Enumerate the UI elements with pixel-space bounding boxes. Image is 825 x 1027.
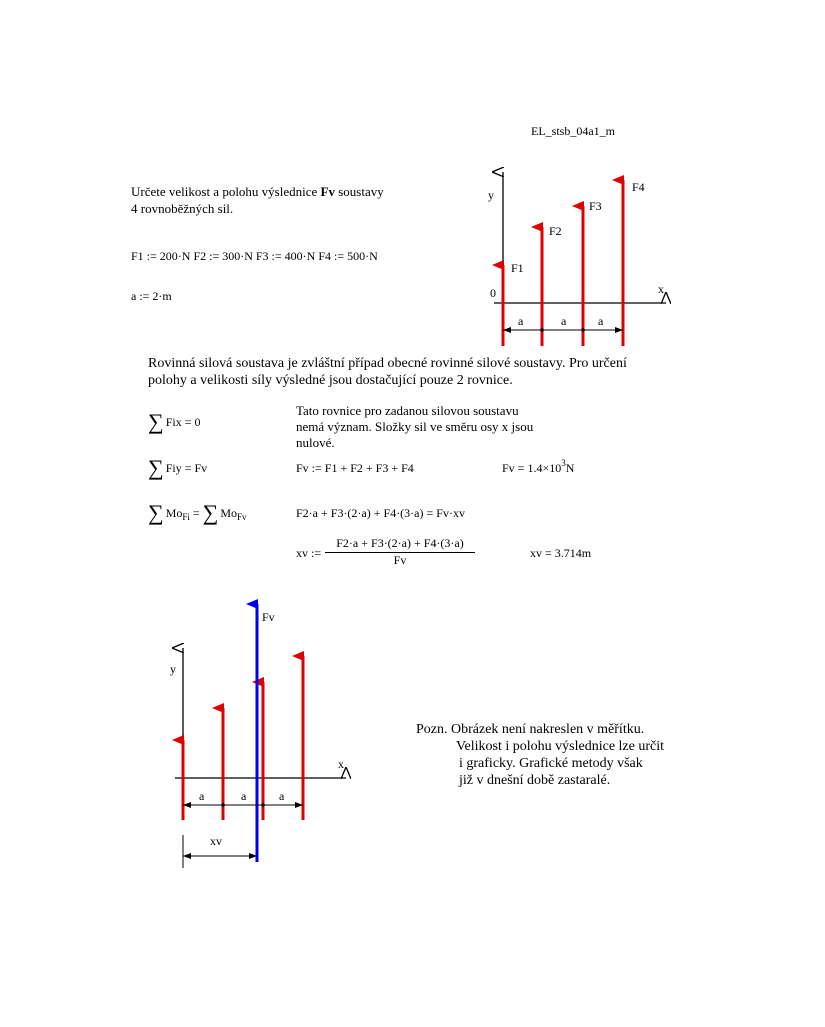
xv-arrow-left xyxy=(183,853,191,859)
task-bold-fv: Fv xyxy=(320,184,335,199)
xv-fraction xyxy=(325,536,475,568)
xv-numerator: F2·a + F3·(2·a) + F4·(3·a) xyxy=(325,536,475,553)
given-forces: F1 := 200·N F2 := 300·N F3 := 400·N F4 := 500·N xyxy=(131,249,378,263)
moment-symbol: Mo xyxy=(220,506,238,520)
sum-symbol: ∑ xyxy=(148,455,164,480)
y-label-1: y xyxy=(488,188,494,202)
fv-result-value: Fv = 1.4×10 xyxy=(502,461,562,475)
note-line-4: již v dnešní době zastaralé. xyxy=(459,773,611,788)
dim-tick-2 xyxy=(581,328,585,332)
dim2-a-3: a xyxy=(279,789,285,803)
dim2-a-1: a xyxy=(199,789,205,803)
task-text-end: soustavy xyxy=(334,184,384,199)
xv-label: xv xyxy=(210,834,222,848)
dim2-tick-2 xyxy=(261,803,265,807)
sum-symbol: ∑ xyxy=(148,409,164,434)
eq1-note-2: nemá význam. Složky sil ve směru osy x jsou xyxy=(296,419,534,434)
dim-a-2: a xyxy=(561,314,567,328)
x-label-1: x xyxy=(658,282,664,296)
sum-symbol: ∑ xyxy=(148,500,164,525)
note-line-2: Velikost i polohu výslednice lze určit xyxy=(456,739,665,754)
fv-result-exponent: 3 xyxy=(561,458,566,468)
equation-moments xyxy=(148,500,247,526)
moment-sub-fv: Fv xyxy=(237,512,247,522)
task-text: Určete velikost a polohu výslednice xyxy=(131,184,321,199)
x-label-2: x xyxy=(338,757,344,771)
xv-result: xv = 3.714m xyxy=(530,546,592,560)
label-fv: Fv xyxy=(262,610,275,624)
xv-denominator: Fv xyxy=(393,553,407,567)
sum-symbol: ∑ xyxy=(202,500,219,525)
label-f4: F4 xyxy=(632,180,645,194)
moment-sub-fi: Fi xyxy=(182,512,190,522)
dim2-a-2: a xyxy=(241,789,247,803)
label-f3: F3 xyxy=(589,199,602,213)
eq1-note-1: Tato rovnice pro zadanou silovou soustavu xyxy=(296,403,519,418)
dim2-tick-1 xyxy=(221,803,225,807)
note-line-1: Pozn. Obrázek není nakreslen v měřítku. xyxy=(416,722,645,737)
origin-label-1: 0 xyxy=(490,286,496,300)
fv-result-unit: N xyxy=(565,461,575,475)
document-id: EL_stsb_04a1_m xyxy=(531,124,615,138)
eq1-lhs: Fix = 0 xyxy=(165,415,201,429)
y-label-2: y xyxy=(170,662,176,676)
intro-line-2: polohy a velikosti síly výsledné jsou dostačující pouze 2 rovnice. xyxy=(148,373,513,388)
moment-equation: F2·a + F3·(2·a) + F4·(3·a) = Fv·xv xyxy=(296,506,465,520)
given-a: a := 2·m xyxy=(131,289,172,303)
fv-result xyxy=(502,458,575,476)
eq2-lhs: Fiy = Fv xyxy=(165,461,208,475)
intro-line-1: Rovinná silová soustava je zvláštní případ obecné rovinné silové soustavy. Pro určení xyxy=(148,356,627,371)
label-f2: F2 xyxy=(549,224,562,238)
eq1-note-3: nulové. xyxy=(296,435,335,450)
dim-a-3: a xyxy=(598,314,604,328)
equals: = xyxy=(189,506,203,520)
label-f1: F1 xyxy=(511,261,524,275)
fv-definition: Fv := F1 + F2 + F3 + F4 xyxy=(296,461,414,475)
note-line-3: i graficky. Grafické metody však xyxy=(459,756,643,771)
task-line-2: 4 rovnoběžných sil. xyxy=(131,201,234,216)
dim-a-1: a xyxy=(518,314,524,328)
dim-tick-1 xyxy=(540,328,544,332)
equation-sum-fiy xyxy=(148,455,207,481)
xv-lhs: xv := xyxy=(296,546,322,560)
moment-symbol: Mo xyxy=(165,506,183,520)
equation-sum-fix xyxy=(148,409,200,435)
